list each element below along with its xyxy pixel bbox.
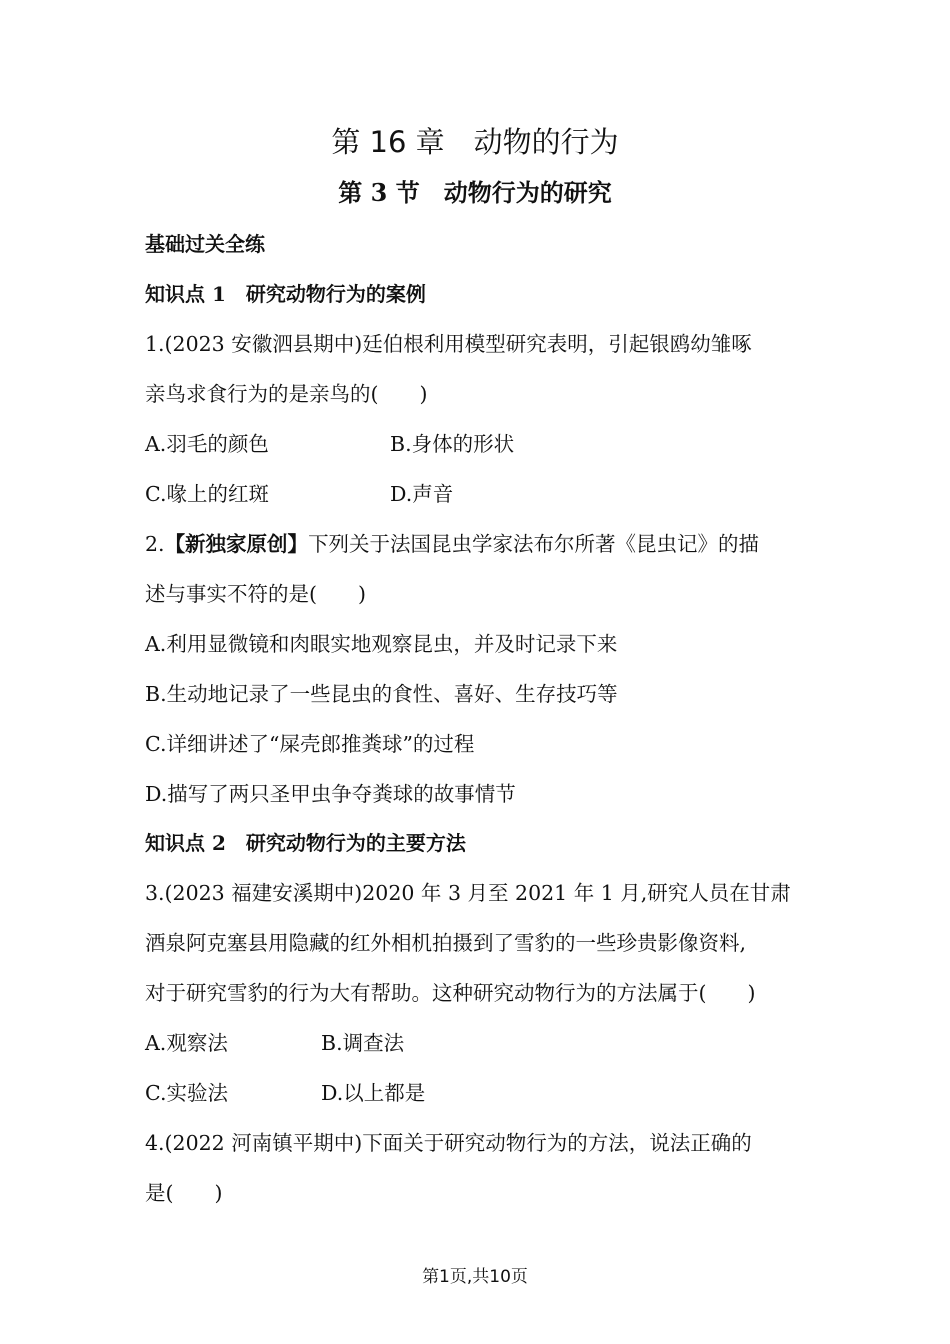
question-2-option-d: D.描写了两只圣甲虫争夺粪球的故事情节	[145, 782, 516, 806]
question-3-stem-line-3: 对于研究雪豹的行为大有帮助。这种研究动物行为的方法属于( )	[145, 981, 756, 1005]
question-3-option-a: A.观察法	[145, 1031, 228, 1055]
knowledge-point-2-heading: 知识点 2 研究动物行为的主要方法	[145, 831, 466, 855]
question-2-stem-text: 下列关于法国昆虫学家法布尔所著《昆虫记》的描	[308, 532, 760, 556]
question-1-option-b: B.身体的形状	[390, 432, 515, 456]
question-1-stem-line-2: 亲鸟求食行为的是亲鸟的( )	[145, 382, 428, 406]
chapter-title: 第 16 章 动物的行为	[331, 125, 619, 159]
part-heading: 基础过关全练	[145, 232, 265, 256]
question-4-stem-line-2: 是( )	[145, 1181, 223, 1205]
knowledge-point-1-heading: 知识点 1 研究动物行为的案例	[145, 282, 426, 306]
question-2-number: 2.	[145, 532, 165, 556]
question-2-option-c: C.详细讲述了“屎壳郎推粪球”的过程	[145, 732, 475, 756]
section-title: 第 3 节 动物行为的研究	[338, 178, 612, 207]
question-3-stem-line-1: 3.(2023 福建安溪期中)2020 年 3 月至 2021 年 1 月,研究人员在甘肃	[145, 881, 791, 905]
page-footer: 第1页,共10页	[422, 1267, 528, 1287]
question-3-option-b: B.调查法	[321, 1031, 405, 1055]
question-2-option-b: B.生动地记录了一些昆虫的食性、喜好、生存技巧等	[145, 682, 618, 706]
question-3-stem-line-2: 酒泉阿克塞县用隐藏的红外相机拍摄到了雪豹的一些珍贵影像资料,	[145, 931, 747, 955]
question-4-stem-line-1: 4.(2022 河南镇平期中)下面关于研究动物行为的方法，说法正确的	[145, 1131, 752, 1155]
question-2-stem-line-2: 述与事实不符的是( )	[145, 582, 366, 606]
question-2-stem-line-1	[145, 527, 759, 557]
question-1-stem-line-1: 1.(2023 安徽泗县期中)廷伯根利用模型研究表明，引起银鸥幼雏啄	[145, 332, 752, 356]
question-3-option-c: C.实验法	[145, 1081, 228, 1105]
question-2-source-tag: 【新独家原创】	[164, 532, 309, 556]
question-3-option-d: D.以上都是	[321, 1081, 426, 1105]
question-1-option-c: C.喙上的红斑	[145, 482, 269, 506]
question-1-option-d: D.声音	[390, 482, 454, 506]
question-1-option-a: A.羽毛的颜色	[145, 432, 269, 456]
question-2-option-a: A.利用显微镜和肉眼实地观察昆虫，并及时记录下来	[145, 632, 618, 656]
